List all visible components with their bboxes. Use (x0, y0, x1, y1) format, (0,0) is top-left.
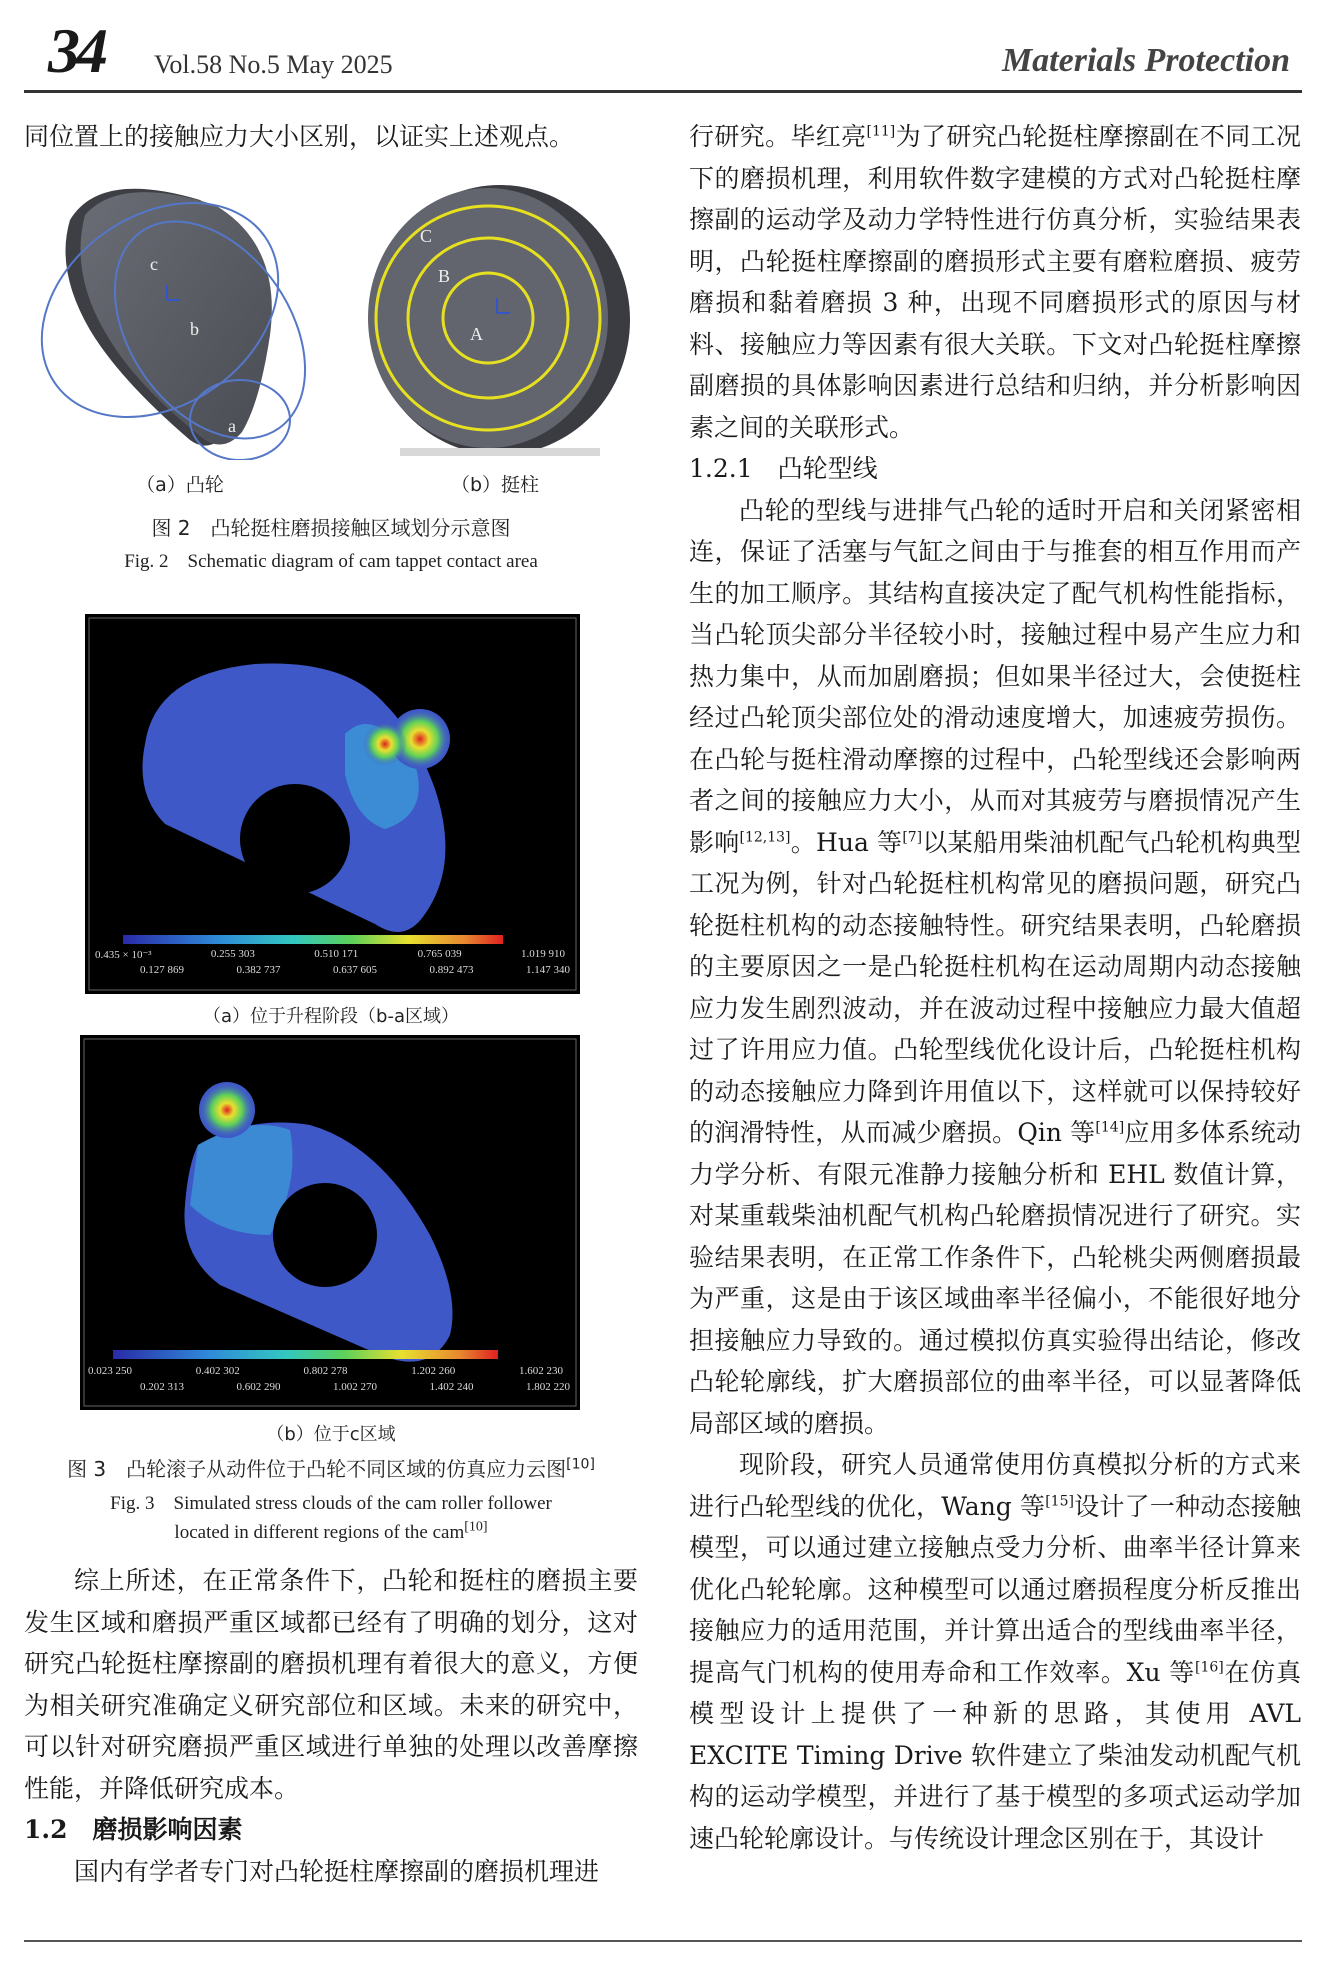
paragraph-1-2-start: 国内有学者专门对凸轮挺柱摩擦副的磨损机理进 (74, 1856, 600, 1886)
right-column (689, 116, 1301, 1859)
label-A: A (470, 324, 483, 344)
paragraph: 同位置上的接触应力大小区别，以证实上述观点。 (24, 122, 575, 151)
figure-2b-tappet (360, 180, 630, 460)
label-b: b (190, 319, 199, 339)
page-number: 34 (48, 15, 104, 86)
fig3-caption-en-1: Fig. 3 Simulated stress clouds of the cam roller follower (110, 1493, 552, 1514)
left-top-text (24, 116, 638, 158)
figure-2a-cam (30, 180, 330, 460)
figure-3a-stress (85, 614, 580, 994)
left-lower-text (24, 1560, 638, 1892)
journal-title: Materials Protection (1001, 42, 1290, 79)
fig2-caption-en: Fig. 2 Schematic diagram of cam tappet contact area (124, 551, 538, 572)
label-C: C (420, 226, 433, 246)
fig2-caption-cn: 图 2 凸轮挺柱磨损接触区域划分示意图 (151, 516, 511, 540)
label-c: c (150, 254, 158, 274)
fig3-caption-cn: 图 3 凸轮滚子从动件位于凸轮不同区域的仿真应力云图[10] (67, 1456, 595, 1481)
fig3b-scale-top: 0.023 250 0.402 302 0.802 278 1.202 260 1.602 230 (88, 1365, 563, 1377)
fig3a-scale-top: 0.435 × 10⁻³ 0.255 303 0.510 171 0.765 039 1.019 910 (95, 948, 565, 961)
fig3-caption-en-2: located in different regions of the cam[10] (174, 1519, 488, 1543)
footer-rule (24, 1940, 1302, 1942)
fig3a-scale-bottom: 0.127 869 0.382 737 0.637 605 0.892 473 1.147 340 (140, 964, 570, 976)
fig2a-subcaption: （a）凸轮 (136, 474, 224, 496)
label-a: a (228, 416, 236, 436)
paragraph-right-2: 凸轮的型线与进排气凸轮的适时开启和关闭紧密相连，保证了活塞与气缸之间由于与推套的相互作用而产生的加工顺序。其结构直接决定了配气机构性能指标，当凸轮顶尖部分半径较小时，接触过程中易产生应力和热力集中，从而加剧磨损；但如果半径过大，会使挺柱经过凸轮顶尖部位处的滑动速度增大，加速疲劳损伤。在凸轮与挺柱滑动摩擦的过程中，凸轮型线还会影响两者之间的接触应力大小，从而对其疲劳与磨损情况产生影响[12,13]。Hua 等[7]以某船用柴油机配气凸轮机构典型工况为例，针对凸轮挺柱机构常见的磨损问题，研究凸轮挺柱机构的动态接触特性。研究结果表明，凸轮磨损的主要原因之一是凸轮挺柱机构在运动周期内动态接触应力发生剧烈波动，并在波动过程中接触应力最大值超过了许用应力值。凸轮型线优化设计后，凸轮挺柱机构的动态接触应力降到许用值以下，这样就可以保持较好的润滑特性，从而减少磨损。Qin 等[14]应用多体系统动力学分析、有限元准静力接触分析和 EHL 数值计算，对某重载柴油机配气机构凸轮磨损情况进行了研究。实验结果表明，在正常工作条件下，凸轮桃尖两侧磨损最为严重，这是由于该区域曲率半径偏小，不能很好地分担接触应力导致的。通过模拟仿真实验得出结论，修改凸轮轮廓线，扩大磨损部位的曲率半径，可以显著降低局部区域的磨损。 (689, 495, 1301, 1438)
fig2b-subcaption: （b）挺柱 (450, 474, 540, 496)
volume-info: Vol.58 No.5 May 2025 (154, 50, 393, 79)
paragraph-right-1: 行研究。毕红亮[11]为了研究凸轮挺柱摩擦副在不同工况下的磨损机理，利用软件数字建模的方式对凸轮挺柱摩擦副的运动学及动力学特性进行仿真分析，实验结果表明，凸轮挺柱摩擦副的磨损形式主要有磨粒磨损、疲劳磨损和黏着磨损 3 种，出现不同磨损形式的原因与材料、接触应力等因素有很大关联。下文对凸轮挺柱摩擦副磨损的具体影响因素进行总结和归纳，并分析影响因素之间的关联形式。 (689, 122, 1301, 442)
page-header (24, 15, 1302, 86)
figure-3b-stress (80, 1035, 580, 1410)
paragraph-right-3: 现阶段，研究人员通常使用仿真模拟分析的方式来进行凸轮型线的优化，Wang 等[15]设计了一种动态接触模型，可以通过建立接触点受力分析、曲率半径计算来优化凸轮轮廓。这种模型可以通过磨损程度分析反推出接触应力的适用范围，并计算出适合的型线曲率半径，提高气门机构的使用寿命和工作效率。Xu 等[16]在仿真模型设计上提供了一种新的思路，其使用 AVL EXCITE Timing Drive 软件建立了柴油发动机配气机构的运动学模型，并进行了基于模型的多项式运动学加速凸轮轮廓设计。与传统设计理念区别在于，其设计 (689, 1450, 1301, 1853)
label-B: B (438, 266, 451, 286)
paragraph-summary: 综上所述，在正常条件下，凸轮和挺柱的磨损主要发生区域和磨损严重区域都已经有了明确的划分，这对研究凸轮挺柱摩擦副的磨损机理有着很大的意义，方便为相关研究准确定义研究部位和区域。未来的研究中，可以针对研究磨损严重区域进行单独的处理以改善摩擦性能，并降低研究成本。 (24, 1566, 638, 1803)
fig3b-scale-bottom: 0.202 313 0.602 290 1.002 270 1.402 240 1.802 220 (140, 1381, 570, 1393)
subsection-heading-1-2-1: 1.2.1 凸轮型线 (689, 454, 878, 483)
header-rule (24, 90, 1302, 93)
section-heading-1-2: 1.2 磨损影响因素 (24, 1815, 243, 1844)
fig3a-subcaption: （a）位于升程阶段（b-a区域） (203, 1006, 459, 1027)
fig3b-subcaption: （b）位于c区域 (266, 1424, 396, 1445)
